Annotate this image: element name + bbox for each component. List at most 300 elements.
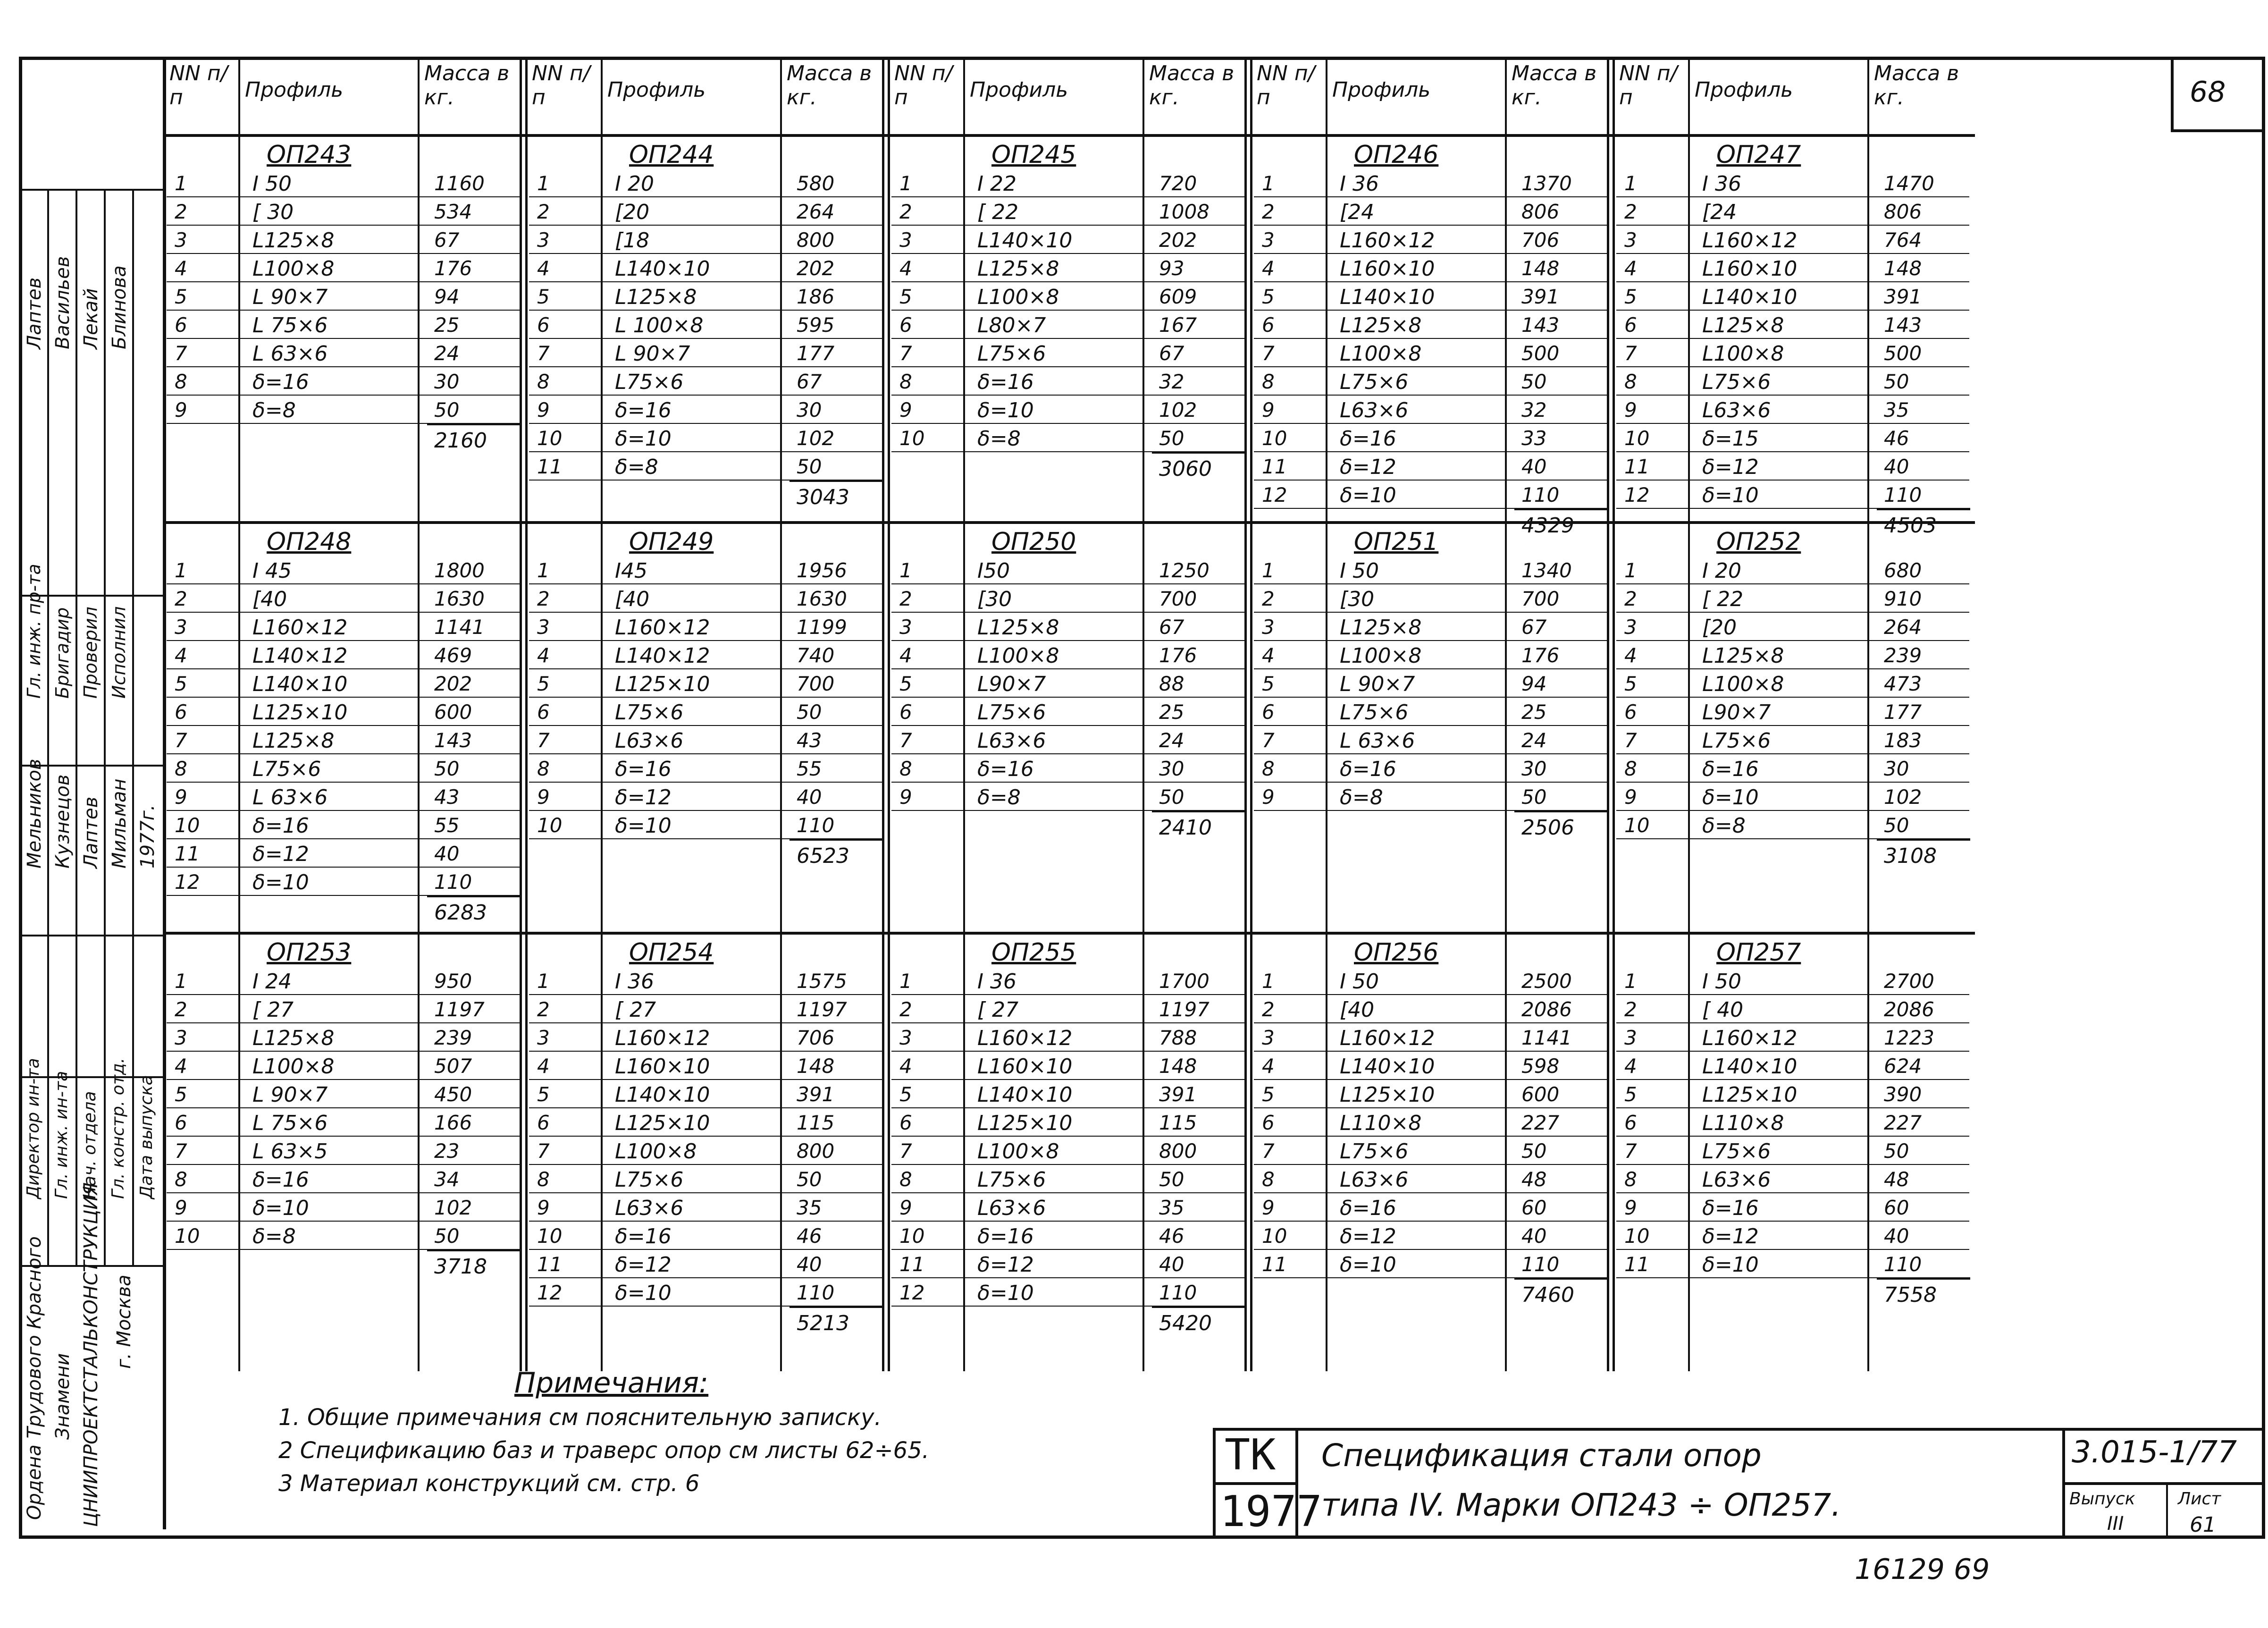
notes-title: Примечания: <box>514 1367 709 1400</box>
row-mass: 2700 <box>1884 970 1934 993</box>
row-rule <box>167 225 520 226</box>
row-number: 6 <box>175 1111 187 1134</box>
row-profile: I 36 <box>1702 172 1741 196</box>
row-profile: δ=12 <box>1340 455 1396 479</box>
row-rule <box>167 810 520 811</box>
row-profile: [40 <box>1340 998 1375 1022</box>
block-total: 5420 <box>1159 1311 1212 1335</box>
row-rule <box>1616 253 1969 254</box>
row-number: 3 <box>1262 1026 1275 1049</box>
row-profile: δ=15 <box>1702 427 1759 451</box>
row-rule <box>529 310 882 311</box>
row-profile: L160×10 <box>977 1054 1073 1079</box>
row-number: 6 <box>537 700 550 724</box>
row-mass: 50 <box>797 700 822 724</box>
row-rule <box>167 838 520 839</box>
row-mass: 2086 <box>1521 998 1572 1021</box>
role-label: Гл. инж. ин-та <box>52 1071 71 1199</box>
row-rule <box>1616 338 1969 339</box>
total-rule <box>1152 810 1245 812</box>
row-number: 3 <box>899 1026 912 1049</box>
mark-title: ОП253 <box>267 938 352 967</box>
row-rule <box>529 1192 882 1193</box>
row-number: 6 <box>1262 1111 1275 1134</box>
row-mass: 391 <box>1159 1083 1197 1106</box>
row-profile: δ=12 <box>252 842 309 866</box>
group-divider <box>163 57 165 1371</box>
row-number: 6 <box>1262 313 1275 337</box>
block-total: 2506 <box>1521 816 1574 840</box>
row-mass: 110 <box>1521 483 1560 506</box>
row-number: 9 <box>175 785 187 809</box>
row-profile: δ=12 <box>615 785 672 810</box>
row-profile: δ=8 <box>1702 814 1746 838</box>
row-number: 1 <box>1624 559 1637 582</box>
row-profile: L160×12 <box>1340 1026 1435 1050</box>
row-mass: 50 <box>1884 370 1909 393</box>
row-mass: 624 <box>1884 1054 1922 1078</box>
role-label: Нач. отдела <box>80 1091 100 1199</box>
row-number: 5 <box>175 1083 187 1106</box>
row-profile: L140×10 <box>1340 285 1435 309</box>
row-profile: L125×10 <box>615 1111 710 1135</box>
row-rule <box>891 225 1244 226</box>
signer-name: Блинова <box>109 265 130 349</box>
row-number: 4 <box>537 644 550 667</box>
row-rule <box>1254 451 1607 452</box>
row-mass: 30 <box>1884 757 1909 780</box>
row-rule <box>1616 697 1969 698</box>
row-mass: 167 <box>1159 313 1197 337</box>
row-mass: 94 <box>434 285 460 308</box>
row-number: 9 <box>899 398 912 422</box>
row-rule <box>1254 338 1607 339</box>
row-profile: L100×8 <box>252 1054 335 1079</box>
row-rule <box>529 583 882 584</box>
row-profile: δ=8 <box>977 785 1021 810</box>
note-2: 2 Спецификацию баз и траверс опор см листы 62÷65. <box>278 1437 930 1464</box>
row-number: 5 <box>899 672 912 695</box>
header-nn: NN п/п <box>166 57 241 137</box>
row-rule <box>1616 1164 1969 1165</box>
row-profile: δ=12 <box>1340 1224 1396 1248</box>
row-profile: L 63×6 <box>252 785 328 810</box>
row-profile: L75×6 <box>1340 1139 1409 1164</box>
row-rule <box>1254 1022 1607 1023</box>
row-rule <box>167 1192 520 1193</box>
row-mass: 391 <box>1884 285 1922 308</box>
row-rule <box>167 310 520 311</box>
row-rule <box>529 753 882 754</box>
row-profile: L75×6 <box>977 342 1046 366</box>
header-nn: NN п/п <box>1253 57 1328 137</box>
row-number: 2 <box>1262 998 1275 1021</box>
row-rule <box>529 366 882 367</box>
row-mass: 1141 <box>434 616 485 639</box>
row-profile: L75×6 <box>615 370 684 394</box>
role-label: Гл. инж. пр-та <box>24 564 44 699</box>
row-rule <box>1254 366 1607 367</box>
row-profile: δ=16 <box>1702 1196 1759 1220</box>
row-rule <box>167 994 520 995</box>
row-profile: L100×8 <box>1340 644 1422 668</box>
row-number: 9 <box>899 785 912 809</box>
block-total: 7460 <box>1521 1283 1574 1307</box>
row-mass: 24 <box>1159 729 1184 752</box>
row-rule <box>167 782 520 783</box>
row-mass: 788 <box>1159 1026 1197 1049</box>
row-rule <box>529 1221 882 1222</box>
row-mass: 202 <box>1159 228 1197 252</box>
row-number: 2 <box>175 200 187 223</box>
row-rule <box>1254 583 1607 584</box>
row-rule <box>1616 1107 1969 1108</box>
row-rule <box>529 1136 882 1137</box>
role-label: Проверил <box>80 607 101 699</box>
row-mass: 50 <box>797 455 822 478</box>
row-number: 9 <box>1624 398 1637 422</box>
row-rule <box>167 338 520 339</box>
row-rule <box>1616 225 1969 226</box>
row-mass: 50 <box>1159 1168 1184 1191</box>
row-rule <box>167 668 520 669</box>
page-number: 68 <box>2190 76 2226 109</box>
row-number: 8 <box>1624 757 1637 780</box>
signer-name: 1977г. <box>137 804 159 869</box>
row-rule <box>167 1079 520 1080</box>
row-number: 11 <box>537 1253 563 1276</box>
row-profile: L75×6 <box>1340 370 1409 394</box>
row-profile: [24 <box>1340 200 1375 224</box>
total-rule <box>1514 508 1608 510</box>
row-mass: 33 <box>1521 427 1547 450</box>
row-rule <box>1254 1136 1607 1137</box>
row-number: 4 <box>1262 644 1275 667</box>
header-profile: Профиль <box>1328 57 1508 137</box>
row-rule <box>167 1051 520 1052</box>
row-mass: 25 <box>1521 700 1547 724</box>
row-profile: [ 27 <box>252 998 294 1022</box>
row-profile: δ=16 <box>252 814 309 838</box>
doc-title-line2: типа IV. Марки ОП243 ÷ ОП257. <box>1321 1487 1841 1523</box>
role-label: Исполнил <box>109 606 129 699</box>
row-rule <box>1254 1051 1607 1052</box>
row-mass: 391 <box>797 1083 835 1106</box>
header-mass: Масса в кг. <box>783 57 888 137</box>
row-profile: δ=16 <box>977 1224 1034 1248</box>
row-rule <box>167 725 520 726</box>
row-profile: L 100×8 <box>615 313 704 337</box>
row-number: 3 <box>1624 228 1637 252</box>
row-number: 7 <box>1624 342 1637 365</box>
row-number: 7 <box>1262 1139 1275 1163</box>
row-mass: 764 <box>1884 228 1922 252</box>
row-number: 6 <box>175 700 187 724</box>
doc-code: 3.015-1/77 <box>2072 1435 2237 1470</box>
role-label: Дата выпуска <box>137 1075 156 1199</box>
row-profile: L125×8 <box>977 616 1059 640</box>
row-number: 10 <box>175 814 200 837</box>
row-rule <box>529 1249 882 1250</box>
row-number: 10 <box>1262 1224 1287 1248</box>
row-profile: L63×6 <box>977 729 1046 753</box>
row-profile: L63×6 <box>1702 398 1771 422</box>
role-label: Гл. констр. отд. <box>109 1057 128 1199</box>
row-rule <box>891 583 1244 584</box>
row-rule <box>1616 1051 1969 1052</box>
row-profile: δ=8 <box>977 427 1021 451</box>
mark-title: ОП251 <box>1354 528 1439 556</box>
row-number: 12 <box>1262 483 1287 506</box>
row-mass: 50 <box>434 1224 460 1248</box>
row-profile: L140×10 <box>1340 1054 1435 1079</box>
row-number: 4 <box>899 1054 912 1078</box>
note-3: 3 Материал конструкций см. стр. 6 <box>278 1470 700 1497</box>
row-rule <box>1616 1079 1969 1080</box>
row-mass: 30 <box>1159 757 1184 780</box>
row-profile: δ=16 <box>615 1224 672 1248</box>
row-mass: 50 <box>1521 370 1547 393</box>
row-number: 3 <box>537 228 550 252</box>
row-profile: L125×8 <box>615 285 697 309</box>
issue-label: Выпуск <box>2069 1489 2135 1509</box>
total-rule <box>427 1249 521 1251</box>
row-profile: L63×6 <box>977 1196 1046 1220</box>
row-rule <box>1616 1192 1969 1193</box>
row-profile: L125×8 <box>1702 644 1784 668</box>
header-mass: Масса в кг. <box>1508 57 1613 137</box>
group-divider <box>1244 57 1247 1371</box>
row-rule <box>1254 1221 1607 1222</box>
row-profile: δ=8 <box>252 1224 296 1248</box>
row-mass: 1630 <box>797 587 847 610</box>
row-mass: 102 <box>434 1196 472 1219</box>
mark-title: ОП248 <box>267 528 352 556</box>
row-profile: δ=10 <box>1340 483 1396 507</box>
row-number: 1 <box>1624 970 1637 993</box>
row-number: 4 <box>1624 257 1637 280</box>
row-number: 12 <box>175 870 200 894</box>
row-mass: 202 <box>797 257 835 280</box>
row-number: 2 <box>1624 587 1637 610</box>
row-number: 4 <box>1262 1054 1275 1078</box>
block-rule <box>163 521 1975 524</box>
row-number: 3 <box>1262 616 1275 639</box>
row-profile: L63×6 <box>1340 1168 1409 1192</box>
row-mass: 800 <box>797 1139 835 1163</box>
row-profile: L160×12 <box>615 1026 710 1050</box>
mark-title: ОП255 <box>991 938 1076 967</box>
row-rule <box>1254 281 1607 282</box>
header-profile: Профиль <box>966 57 1145 137</box>
row-rule <box>891 782 1244 783</box>
row-number: 10 <box>899 427 925 450</box>
row-rule <box>167 1107 520 1108</box>
row-mass: 110 <box>797 1281 835 1304</box>
row-profile: I 36 <box>615 970 654 994</box>
row-number: 2 <box>537 200 550 223</box>
row-profile: L75×6 <box>615 700 684 725</box>
row-number: 6 <box>1624 1111 1637 1134</box>
row-mass: 50 <box>1159 427 1184 450</box>
row-rule <box>1616 395 1969 396</box>
mark-title: ОП249 <box>629 528 714 556</box>
row-number: 3 <box>1624 616 1637 639</box>
row-number: 10 <box>537 427 563 450</box>
row-mass: 390 <box>1884 1083 1922 1106</box>
row-mass: 43 <box>434 785 460 809</box>
row-profile: L75×6 <box>615 1168 684 1192</box>
row-profile: L140×10 <box>1702 1054 1798 1079</box>
row-number: 5 <box>175 672 187 695</box>
group-divider <box>1607 57 1609 1371</box>
row-profile: L75×6 <box>977 700 1046 725</box>
block-total: 6283 <box>434 901 487 925</box>
row-profile: L140×10 <box>615 257 710 281</box>
row-mass: 800 <box>797 228 835 252</box>
row-number: 4 <box>1262 257 1275 280</box>
row-mass: 35 <box>1159 1196 1184 1219</box>
row-rule <box>167 395 520 396</box>
total-rule <box>790 838 883 841</box>
row-number: 7 <box>537 729 550 752</box>
row-mass: 177 <box>797 342 835 365</box>
row-number: 5 <box>537 285 550 308</box>
row-mass: 500 <box>1521 342 1560 365</box>
mark-title: ОП247 <box>1716 141 1801 169</box>
row-rule <box>529 640 882 641</box>
row-mass: 50 <box>1884 814 1909 837</box>
row-profile: L160×12 <box>1702 228 1798 253</box>
row-mass: 186 <box>797 285 835 308</box>
row-profile: L75×6 <box>1702 1139 1771 1164</box>
row-number: 4 <box>1624 644 1637 667</box>
row-number: 10 <box>175 1224 200 1248</box>
row-profile: L125×10 <box>252 700 348 725</box>
row-number: 10 <box>899 1224 925 1248</box>
row-mass: 500 <box>1884 342 1922 365</box>
row-profile: I 50 <box>1340 970 1379 994</box>
row-mass: 35 <box>797 1196 822 1219</box>
row-number: 2 <box>899 200 912 223</box>
row-rule <box>1616 423 1969 424</box>
row-number: 7 <box>175 1139 187 1163</box>
row-profile: I 20 <box>615 172 654 196</box>
row-profile: [20 <box>1702 616 1737 640</box>
row-number: 3 <box>175 228 187 252</box>
row-profile: L140×12 <box>252 644 348 668</box>
row-profile: δ=10 <box>252 1196 309 1220</box>
row-profile: L 90×7 <box>615 342 690 366</box>
mark-title: ОП246 <box>1354 141 1439 169</box>
row-number: 5 <box>537 672 550 695</box>
row-profile: δ=10 <box>977 398 1034 422</box>
row-number: 8 <box>537 757 550 780</box>
row-rule <box>167 867 520 868</box>
note-1: 1. Общие примечания см пояснительную записку. <box>278 1404 882 1431</box>
row-mass: 1160 <box>434 172 485 195</box>
row-profile: L125×8 <box>252 1026 335 1050</box>
row-mass: 202 <box>434 672 472 695</box>
row-profile: L75×6 <box>1702 729 1771 753</box>
row-rule <box>529 668 882 669</box>
header-nn: NN п/п <box>1615 57 1691 137</box>
row-profile: L63×6 <box>615 729 684 753</box>
row-number: 11 <box>1262 455 1287 478</box>
row-number: 6 <box>899 700 912 724</box>
group-divider <box>1250 57 1252 1371</box>
row-mass: 148 <box>1521 257 1560 280</box>
org-name: ЦНИИПРОЕКТСТАЛЬКОНСТРУКЦИЯ <box>80 1182 102 1527</box>
row-rule <box>891 196 1244 197</box>
row-rule <box>529 1079 882 1080</box>
signer-name: Мельников <box>24 759 45 869</box>
row-profile: [30 <box>1340 587 1375 611</box>
signer-name: Лаптев <box>80 796 102 869</box>
row-profile: δ=16 <box>977 370 1034 394</box>
row-mass: 115 <box>1159 1111 1197 1134</box>
row-profile: [ 30 <box>252 200 294 224</box>
row-mass: 1800 <box>434 559 485 582</box>
row-profile: L100×8 <box>615 1139 697 1164</box>
row-profile: L125×8 <box>1340 313 1422 337</box>
row-rule <box>1616 810 1969 811</box>
signer-name: Лекай <box>80 288 102 349</box>
row-number: 4 <box>1624 1054 1637 1078</box>
row-profile: [ 27 <box>977 998 1019 1022</box>
row-mass: 1630 <box>434 587 485 610</box>
row-number: 12 <box>1624 483 1650 506</box>
row-mass: 40 <box>1884 455 1909 478</box>
row-mass: 50 <box>1159 785 1184 809</box>
row-number: 9 <box>1624 785 1637 809</box>
row-mass: 67 <box>434 228 460 252</box>
row-rule <box>891 994 1244 995</box>
row-rule <box>529 725 882 726</box>
row-rule <box>891 1277 1244 1278</box>
row-mass: 507 <box>434 1054 472 1078</box>
block-total: 7558 <box>1884 1283 1937 1307</box>
row-profile: δ=16 <box>252 1168 309 1192</box>
row-profile: L90×7 <box>977 672 1046 696</box>
header-mass: Масса в кг. <box>420 57 525 137</box>
row-number: 3 <box>537 616 550 639</box>
row-rule <box>167 196 520 197</box>
row-profile: L 90×7 <box>252 1083 328 1107</box>
row-mass: 600 <box>434 700 472 724</box>
row-profile: δ=10 <box>1702 483 1759 507</box>
row-mass: 1340 <box>1521 559 1572 582</box>
row-number: 5 <box>537 1083 550 1106</box>
row-number: 5 <box>1262 1083 1275 1106</box>
row-mass: 1370 <box>1521 172 1572 195</box>
row-number: 6 <box>175 313 187 337</box>
row-mass: 40 <box>797 785 822 809</box>
row-rule <box>891 281 1244 282</box>
row-profile: I 50 <box>1340 559 1379 583</box>
row-profile: δ=12 <box>1702 455 1759 479</box>
row-mass: 32 <box>1159 370 1184 393</box>
row-mass: 110 <box>797 814 835 837</box>
row-profile: L125×8 <box>252 729 335 753</box>
row-mass: 264 <box>797 200 835 223</box>
row-number: 6 <box>537 313 550 337</box>
row-mass: 34 <box>434 1168 460 1191</box>
row-mass: 706 <box>1521 228 1560 252</box>
issue-value: III <box>2107 1513 2124 1535</box>
row-rule <box>1616 480 1969 481</box>
row-number: 4 <box>537 1054 550 1078</box>
